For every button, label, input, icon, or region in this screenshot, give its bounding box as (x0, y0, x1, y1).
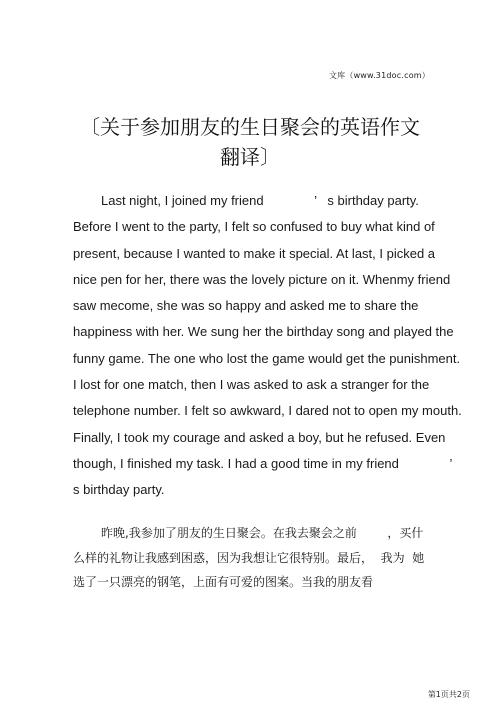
english-line: funny game. The one who lost the game would get the punishment. (73, 350, 461, 366)
english-essay (73, 188, 462, 504)
english-line: happiness with her. We sung her the birthday song and played the (73, 324, 454, 340)
english-line: nice pen for her, there was the lovely picture on it. Whenmy friend (73, 271, 451, 287)
chinese-translation (73, 521, 443, 595)
chinese-line: 么样的礼物让我感到困惑，因为我想让它很特别。最后， 我为 她 (73, 550, 425, 565)
chinese-line: 昨晚,我参加了朋友的生日聚会。在我去聚会之前 ，买什 (101, 526, 424, 540)
page-number: 第1页共2页 (427, 690, 470, 699)
source-watermark: 文库（www.31doc.com） (328, 71, 430, 80)
english-line: s birthday party. (73, 482, 165, 498)
document-title (0, 112, 500, 172)
english-line: saw mecome, she was so happy and asked me to share the (73, 298, 419, 314)
english-line: I lost for one match, then I was asked to ask a stranger for the (73, 377, 430, 393)
english-line: Last night, I joined my friend ’ s birthday party. (101, 193, 419, 208)
english-line: telephone number. I felt so awkward, I dared not to open my mouth. (73, 403, 462, 419)
english-line: though, I finished my task. I had a good time in my friend ’ (73, 455, 453, 471)
english-line: Before I went to the party, I felt so confused to buy what kind of (73, 219, 435, 235)
title-line-1: 〔关于参加朋友的生日聚会的英语作文 (80, 115, 420, 139)
english-line: present, because I wanted to make it special. At last, I picked a (73, 245, 436, 261)
english-line: Finally, I took my courage and asked a boy, but he refused. Even (73, 429, 446, 445)
chinese-line: 选了一只漂亮的钢笔，上面有可爱的图案。当我的朋友看 (73, 575, 374, 590)
title-line-2: 翻译〕 (220, 145, 280, 169)
